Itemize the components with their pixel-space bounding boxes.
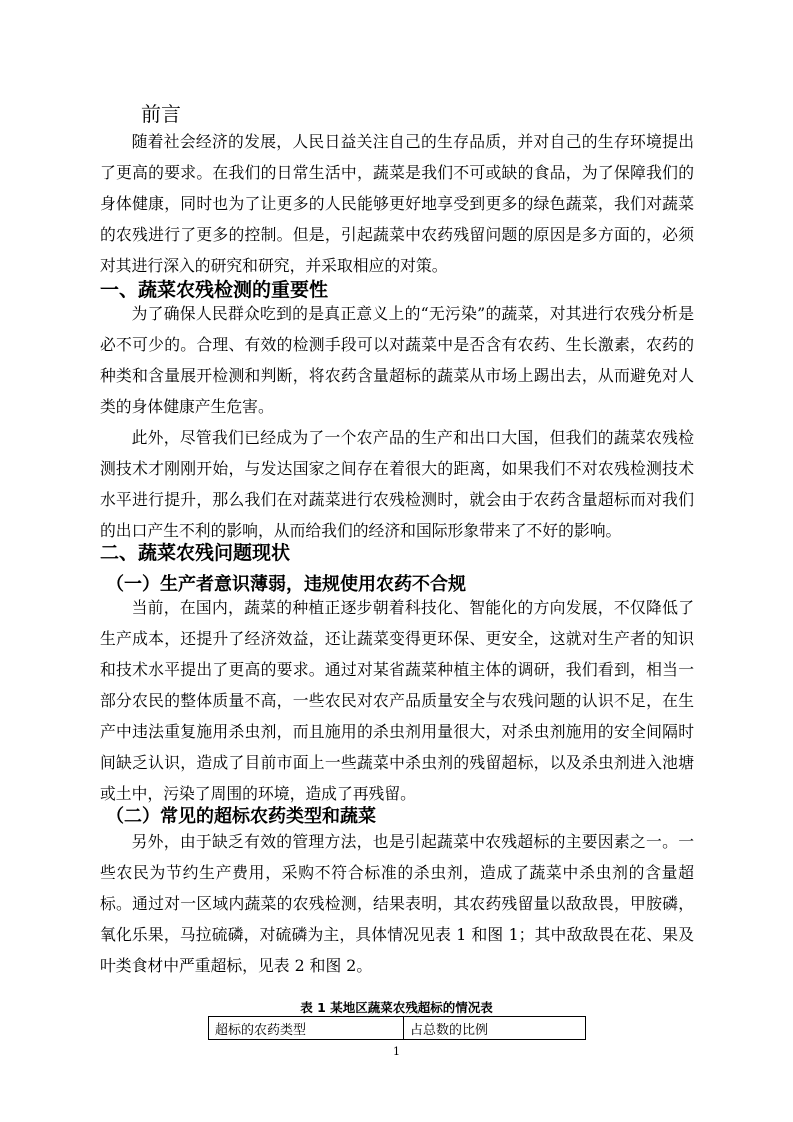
page-title: 前言 — [141, 102, 181, 126]
section-1-heading: 一、蔬菜农残检测的重要性 — [100, 279, 329, 301]
subsection-1-heading: （一）生产者意识薄弱，违规使用农药不合规 — [106, 574, 466, 595]
section-1-paragraph-1: 为了确保人民群众吃到的是真正意义上的“无污染”的蔬菜，对其进行农残分析是必不可少的。合理、有效的检测手段可以对蔬菜中是否含有农药、生长激素，农药的种类和含量展开检测和判断，将农药含量超标的蔬菜从市场上踢出去，从而避免对人类的身体健康产生危害。 — [100, 304, 694, 416]
table-1 — [208, 1016, 586, 1040]
table-header-cell: 占总数的比例 — [404, 1017, 586, 1040]
subsection-2-heading: （二）常见的超标农药类型和蔬菜 — [106, 806, 376, 827]
intro-paragraph: 随着社会经济的发展，人民日益关注自己的生存品质，并对自己的生存环境提出了更高的要求。在我们的日常生活中，蔬菜是我们不可或缺的食品，为了保障我们的身体健康，同时也为了让更多的人民能够更好地享受到更多的绿色蔬菜，我们对蔬菜的农残进行了更多的控制。但是，引起蔬菜中农药残留问题的原因是多方面的，必须对其进行深入的研究和研究，并采取相应的对策。 — [100, 132, 694, 275]
page-number: 1 — [393, 1045, 400, 1058]
subsection-1-paragraph: 当前，在国内，蔬菜的种植正逐步朝着科技化、智能化的方向发展，不仅降低了生产成本，还提升了经济效益，还让蔬菜变得更环保、更安全，这就对生产者的知识和技术水平提出了更高的要求。通过对某省蔬菜种植主体的调研，我们看到，相当一部分农民的整体质量不高，一些农民对农产品质量安全与农残问题的认识不足，在生产中违法重复施用杀虫剂，而且施用的杀虫剂用量很大，对杀虫剂施用的安全间隔时间缺乏认识，造成了目前市面上一些蔬菜中杀虫剂的残留超标，以及杀虫剂进入池塘或土中，污染了周围的环境，造成了再残留。 — [100, 598, 694, 803]
subsection-2-paragraph: 另外，由于缺乏有效的管理方法，也是引起蔬菜中农残超标的主要因素之一。一些农民为节约生产费用，采购不符合标准的杀虫剂，造成了蔬菜中杀虫剂的含量超标。通过对一区域内蔬菜的农残检测，结果表明，其农药残留量以敌敌畏，甲胺磷，氧化乐果，马拉硫磷，对硫磷为主，具体情况见表 1 和图 1；其中敌敌畏在花、果及叶类食材中严重超标，见表 2 和图 2。 — [100, 832, 694, 975]
table-1-caption: 表 1 某地区蔬菜农残超标的情况表 — [300, 1000, 493, 1015]
section-2-heading: 二、蔬菜农残问题现状 — [100, 542, 291, 564]
section-1-paragraph-2: 此外，尽管我们已经成为了一个农产品的生产和出口大国，但我们的蔬菜农残检测技术才刚刚开始，与发达国家之间存在着很大的距离，如果我们不对农残检测技术水平进行提升，那么我们在对蔬菜进行农残检测时，就会由于农药含量超标而对我们的出口产生不利的影响，从而给我们的经济和国际形象带来了不好的影响。 — [100, 428, 694, 540]
table-header-cell: 超标的农药类型 — [209, 1017, 404, 1040]
table-header-row — [209, 1017, 586, 1040]
